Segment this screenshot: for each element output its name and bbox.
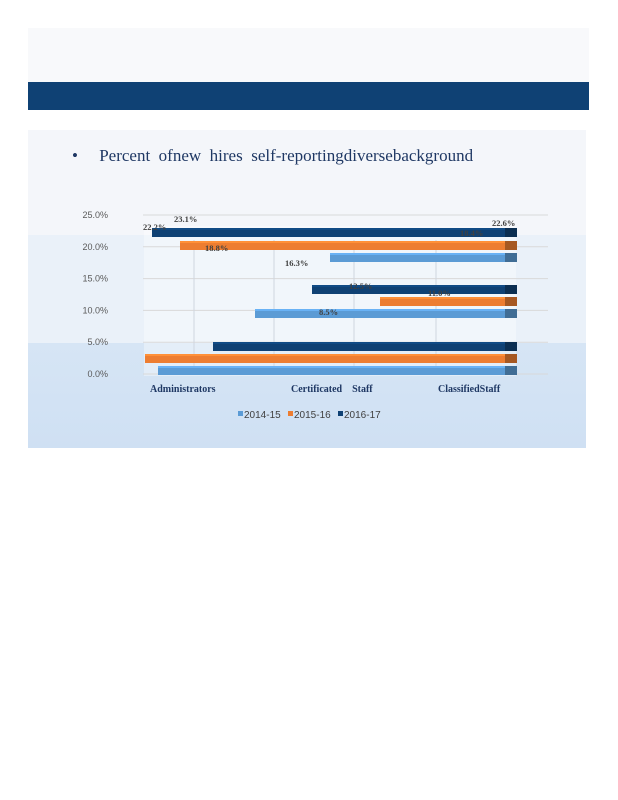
bar-side-face [505,253,517,262]
data-label: 18.4% [460,228,484,238]
data-label: 18.8% [205,243,229,253]
data-label: 11.0% [428,288,451,298]
data-label: 16.3% [285,258,309,268]
bar-side-face [505,309,517,318]
legend-swatch [338,411,343,416]
bar-top-face [145,354,505,356]
bar-side-face [505,228,517,237]
bar-top-face [330,253,505,255]
y-tick-label: 25.0% [82,210,108,220]
legend-entry: 2014-15 [244,410,281,421]
legend-swatch [288,411,293,416]
category-label: Certificated Staff [291,384,373,395]
bar-side-face [505,354,517,363]
y-tick-label: 5.0% [87,337,108,348]
bullet-symbol: • [72,146,78,165]
legend-swatch [238,411,243,416]
bar-top-face [180,241,505,243]
bar-top-face [152,228,505,230]
bar-side-face [505,285,517,294]
bar-top-face [312,285,505,287]
bar-side-face [505,241,517,250]
data-label: 23.1% [174,214,198,224]
y-tick-label: 10.0% [82,305,108,316]
data-label: 22.2% [143,222,167,232]
category-label: Administrators [150,384,216,395]
legend-entry: 2016-17 [344,410,381,421]
legend-entry: 2015-16 [294,410,331,421]
bar-top-face [158,366,505,368]
y-tick-label: 0.0% [87,369,108,379]
category-label: ClassifiedStaff [438,384,501,395]
bar-side-face [505,342,517,351]
data-label: 22.6% [492,218,516,228]
bar-top-face [213,342,505,344]
bar-side-face [505,297,517,306]
y-tick-label: 15.0% [82,273,108,284]
bar-top-face [255,309,505,311]
bullet-text: Percent ofnew hires self-reportingdiversebackground [99,146,474,165]
bar-side-face [505,366,517,375]
y-tick-label: 20.0% [82,241,108,252]
data-label: 12.5% [349,281,373,291]
data-label: 8.5% [319,307,339,317]
